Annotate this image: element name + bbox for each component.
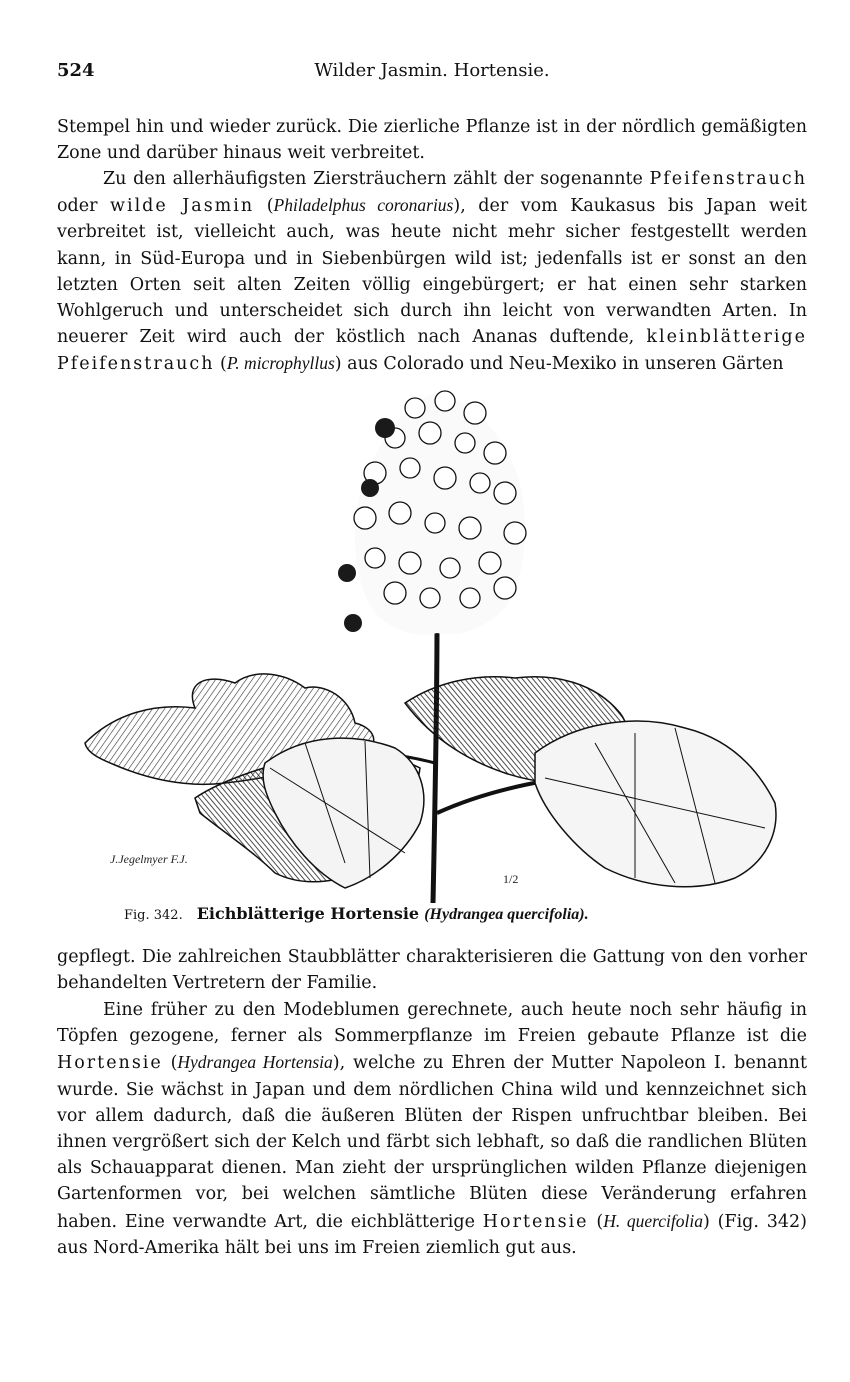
- paragraph-hortensie: [57, 997, 807, 1261]
- text-run: Eine früher zu den Modeblumen gerechnete, auch heute noch sehr häufig in Töpfen gezogene, ferner als Sommerpflanze im Freien gebaute Pflanze ist die: [57, 1000, 807, 1047]
- sci-name-philadelphus: Philadelphus coronarius: [273, 195, 454, 216]
- text-run: (: [170, 1053, 178, 1074]
- caption-title: Eichblätterige Hortensie: [196, 904, 420, 923]
- term-hortensie: Hortensie: [57, 1053, 163, 1074]
- side-branch: [437, 781, 545, 813]
- text-run: (: [266, 196, 274, 217]
- hydrangea-illustration: [75, 383, 790, 903]
- paragraph-pfeifenstrauch: [57, 166, 807, 378]
- paragraph-text: Stempel hin und wieder zurück. Die zierliche Pflanze ist in der nördlich gemäßigten Zone und darüber hinaus weit verbreitet.: [57, 117, 807, 164]
- text-run: ) (Fig. 342) aus Nord-Amerika hält bei uns im Freien ziemlich gut aus.: [57, 1211, 807, 1258]
- term-hortensie-2: Hortensie: [482, 1211, 589, 1232]
- sci-name-quercifolia: H. quercifolia: [603, 1210, 703, 1231]
- figure-number: Fig. 342.: [124, 908, 183, 923]
- figure-caption: [124, 904, 764, 924]
- text-run: oder: [57, 196, 98, 217]
- paragraph-text: gepflegt. Die zahlreichen Staubblätter charakterisieren die Gattung von den vorher behandelten Vertretern der Familie.: [57, 947, 807, 994]
- text-run: (: [596, 1211, 604, 1232]
- leaf-right-large: [535, 721, 776, 887]
- term-wilde-jasmin: wilde Jasmin: [110, 196, 255, 217]
- paragraph-continuation: [57, 114, 807, 166]
- term-kleinblaetterige: kleinblätterige Pfeifenstrauch: [57, 327, 807, 375]
- page-header: [57, 60, 807, 88]
- page-number: 524: [57, 60, 95, 81]
- text-run: (: [220, 354, 227, 375]
- text-run: ) aus Colorado und Neu-Mexiko in unseren Gärten: [334, 354, 784, 375]
- running-title: Wilder Jasmin. Hortensie.: [314, 60, 550, 81]
- caption-sci-name: (Hydrangea quercifolia).: [424, 906, 589, 923]
- sci-name-microphyllus: P. microphyllus: [226, 353, 335, 374]
- text-run: ), welche zu Ehren der Mutter Napoleon I. benannt wurde. Sie wächst in Japan und dem nördlichen China wild und kennzeichnet sich vor allem dadurch, daß die äußeren Blüten der Rispen unfruchtbar bleiben. Bei ihnen vergrößert sich der Kelch und färbt sich lebhaft, so daß die randlichen Blüten als Schauapparat dienen. Man zieht der ursprünglichen wilden Pflanze diejenigen Gartenformen vor, bei welchen sämtliche Blüten diese Veränderung erfahren haben. Eine verwandte Art, die eichblätterige: [57, 1053, 807, 1232]
- scale-mark: 1/2: [503, 872, 519, 886]
- paragraph-gepflegt: [57, 944, 807, 996]
- term-pfeifenstrauch: Pfeifenstrauch: [649, 169, 807, 189]
- illustrator-signature: J.Jegelmyer F.J.: [110, 852, 188, 866]
- text-run: Zu den allerhäufigsten Ziersträuchern zählt der sogenannte: [103, 169, 643, 189]
- text-run: ), der vom Kaukasus bis Japan weit verbreitet ist, vielleicht auch, was heute nicht mehr sicher festgestellt werden kann, in Süd-Europa und in Siebenbürgen wild ist; jedenfalls ist er sonst an den letzten Orten seit alten Zeiten völlig eingebürgert; er hat einen sehr starken Wohlgeruch und unterscheidet sich durch ihn leicht von verwandten Arten. In neuerer Zeit wird auch der köstlich nach Ananas duftende,: [57, 196, 807, 348]
- sci-name-hortensia: Hydrangea Hortensia: [177, 1052, 333, 1073]
